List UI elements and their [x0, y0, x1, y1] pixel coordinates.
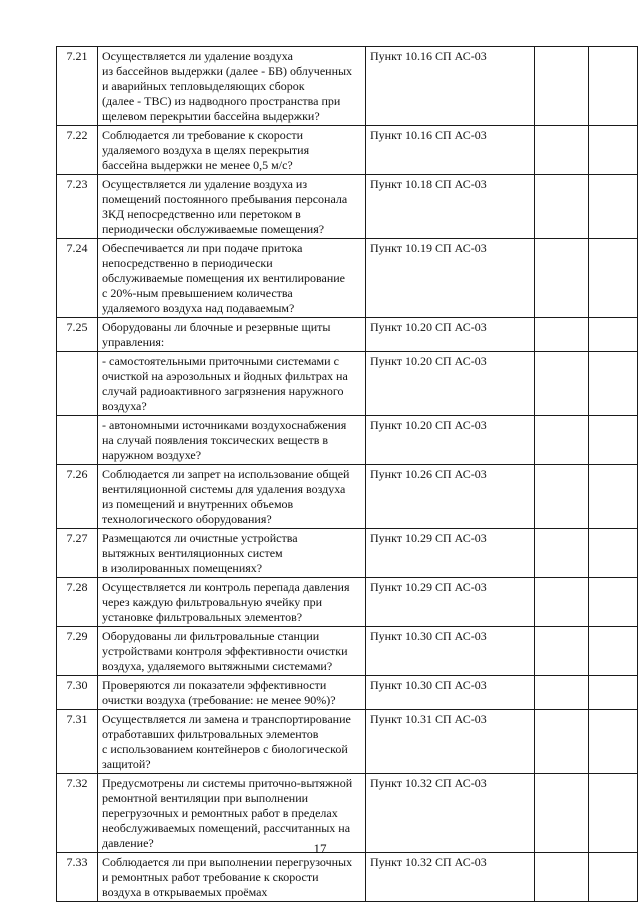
item-number: 7.30 [57, 676, 98, 710]
reference-cell: Пункт 10.30 СП АС-03 [366, 676, 535, 710]
question-cell [98, 710, 366, 774]
item-number: 7.32 [57, 774, 98, 853]
table-row [57, 578, 638, 627]
empty-cell [589, 47, 638, 126]
empty-cell [535, 416, 589, 465]
reference-cell: Пункт 10.31 СП АС-03 [366, 710, 535, 774]
reference-cell: Пункт 10.19 СП АС-03 [366, 239, 535, 318]
item-number: 7.31 [57, 710, 98, 774]
item-number: 7.22 [57, 126, 98, 175]
empty-cell [589, 676, 638, 710]
item-number: 7.25 [57, 318, 98, 352]
checklist-table [56, 46, 638, 902]
reference-cell: Пункт 10.29 СП АС-03 [366, 578, 535, 627]
table-row [57, 175, 638, 239]
empty-cell [535, 676, 589, 710]
empty-cell [535, 529, 589, 578]
question-cell [98, 627, 366, 676]
empty-cell [535, 710, 589, 774]
question-cell [98, 175, 366, 239]
table-row [57, 239, 638, 318]
empty-cell [535, 47, 589, 126]
question-text: Соблюдается ли при выполнении перегрузочных и ремонтных работ требование к скорости воздуха в открываемых проёмах [102, 855, 353, 899]
checklist-rows [57, 47, 638, 902]
empty-cell [535, 318, 589, 352]
item-number: 7.27 [57, 529, 98, 578]
question-cell [98, 578, 366, 627]
question-cell [98, 465, 366, 529]
question-text: - самостоятельными приточными системами с очисткой на аэрозольных и йодных фильтрах на случай радиоактивного загрязнения наружного воздуха? [102, 354, 348, 413]
reference-cell: Пункт 10.16 СП АС-03 [366, 126, 535, 175]
reference-cell: Пункт 10.20 СП АС-03 [366, 352, 535, 416]
table-row [57, 465, 638, 529]
empty-cell [535, 175, 589, 239]
question-text: Предусмотрены ли системы приточно-вытяжной ремонтной вентиляции при выполнении перегрузочных и ремонтных работ в пределах необслуживаемых помещений, рассчитанных на давление? [102, 776, 353, 850]
empty-cell [589, 416, 638, 465]
empty-cell [535, 239, 589, 318]
page-number: 17 [313, 841, 327, 856]
empty-cell [535, 465, 589, 529]
empty-cell [535, 853, 589, 902]
table-row [57, 529, 638, 578]
empty-cell [535, 627, 589, 676]
reference-cell: Пункт 10.20 СП АС-03 [366, 416, 535, 465]
empty-cell [589, 529, 638, 578]
empty-cell [589, 710, 638, 774]
table-row [57, 416, 638, 465]
empty-cell [589, 126, 638, 175]
question-cell [98, 239, 366, 318]
item-number [57, 352, 98, 416]
item-number: 7.29 [57, 627, 98, 676]
question-text: Осуществляется ли удаление воздуха из помещений постоянного пребывания персонала ЗКД непосредственно или перетоком в периодически обслуживаемые помещения? [102, 177, 348, 236]
question-text: Проверяются ли показатели эффективности очистки воздуха (требование: не менее 90%)? [102, 678, 336, 707]
question-text: Соблюдается ли запрет на использование общей вентиляционной системы для удаления воздуха из помещений и внутренних объемов технологического оборудования? [102, 467, 350, 526]
table-row [57, 627, 638, 676]
reference-cell: Пункт 10.32 СП АС-03 [366, 774, 535, 853]
checklist-sheet [56, 46, 608, 902]
table-row [57, 853, 638, 902]
item-number: 7.26 [57, 465, 98, 529]
question-text: Обеспечивается ли при подаче притока непосредственно в периодически обслуживаемые помещения их вентилирование с 20%-ным превышением количества удаляемого воздуха над подаваемым? [102, 241, 346, 315]
question-cell [98, 126, 366, 175]
question-cell [98, 47, 366, 126]
table-row [57, 47, 638, 126]
item-number [57, 416, 98, 465]
table-row [57, 676, 638, 710]
question-cell [98, 853, 366, 902]
question-cell [98, 352, 366, 416]
question-text: Размещаются ли очистные устройства вытяжных вентиляционных систем в изолированных помещениях? [102, 531, 298, 575]
reference-cell: Пункт 10.18 СП АС-03 [366, 175, 535, 239]
empty-cell [589, 465, 638, 529]
question-cell [98, 676, 366, 710]
question-cell [98, 529, 366, 578]
empty-cell [535, 126, 589, 175]
empty-cell [535, 352, 589, 416]
item-number: 7.28 [57, 578, 98, 627]
empty-cell [589, 352, 638, 416]
item-number: 7.33 [57, 853, 98, 902]
table-row [57, 352, 638, 416]
question-text: Соблюдается ли требование к скорости удаляемого воздуха в щелях перекрытия бассейна выдержки не менее 0,5 м/с? [102, 128, 310, 172]
empty-cell [589, 578, 638, 627]
item-number: 7.23 [57, 175, 98, 239]
question-text: Оборудованы ли блочные и резервные щиты управления: [102, 320, 331, 349]
reference-cell: Пункт 10.32 СП АС-03 [366, 853, 535, 902]
table-row [57, 318, 638, 352]
question-text: Оборудованы ли фильтровальные станции устройствами контроля эффективности очистки воздуха, удаляемого вытяжными системами? [102, 629, 348, 673]
question-cell [98, 318, 366, 352]
reference-cell: Пункт 10.29 СП АС-03 [366, 529, 535, 578]
empty-cell [589, 627, 638, 676]
question-text: - автономными источниками воздухоснабжения на случай появления токсических веществ в наружном воздухе? [102, 418, 347, 462]
item-number: 7.24 [57, 239, 98, 318]
question-text: Осуществляется ли замена и транспортирование отработавших фильтровальных элементов с использованием контейнеров с биологической защитой? [102, 712, 351, 771]
empty-cell [589, 318, 638, 352]
question-text: Осуществляется ли удаление воздуха из бассейнов выдержки (далее - БВ) облученных и аварийных тепловыделяющих сборок (далее - ТВС) из надводного пространства при щелевом перекрытии бассейна выдержки? [102, 49, 353, 123]
question-text: Осуществляется ли контроль перепада давления через каждую фильтровальную ячейку при установке фильтровальных элементов? [102, 580, 350, 624]
empty-cell [535, 578, 589, 627]
empty-cell [589, 239, 638, 318]
table-row [57, 126, 638, 175]
item-number: 7.21 [57, 47, 98, 126]
question-cell [98, 416, 366, 465]
reference-cell: Пункт 10.30 СП АС-03 [366, 627, 535, 676]
reference-cell: Пункт 10.26 СП АС-03 [366, 465, 535, 529]
empty-cell [589, 853, 638, 902]
reference-cell: Пункт 10.20 СП АС-03 [366, 318, 535, 352]
reference-cell: Пункт 10.16 СП АС-03 [366, 47, 535, 126]
table-row [57, 710, 638, 774]
empty-cell [589, 175, 638, 239]
